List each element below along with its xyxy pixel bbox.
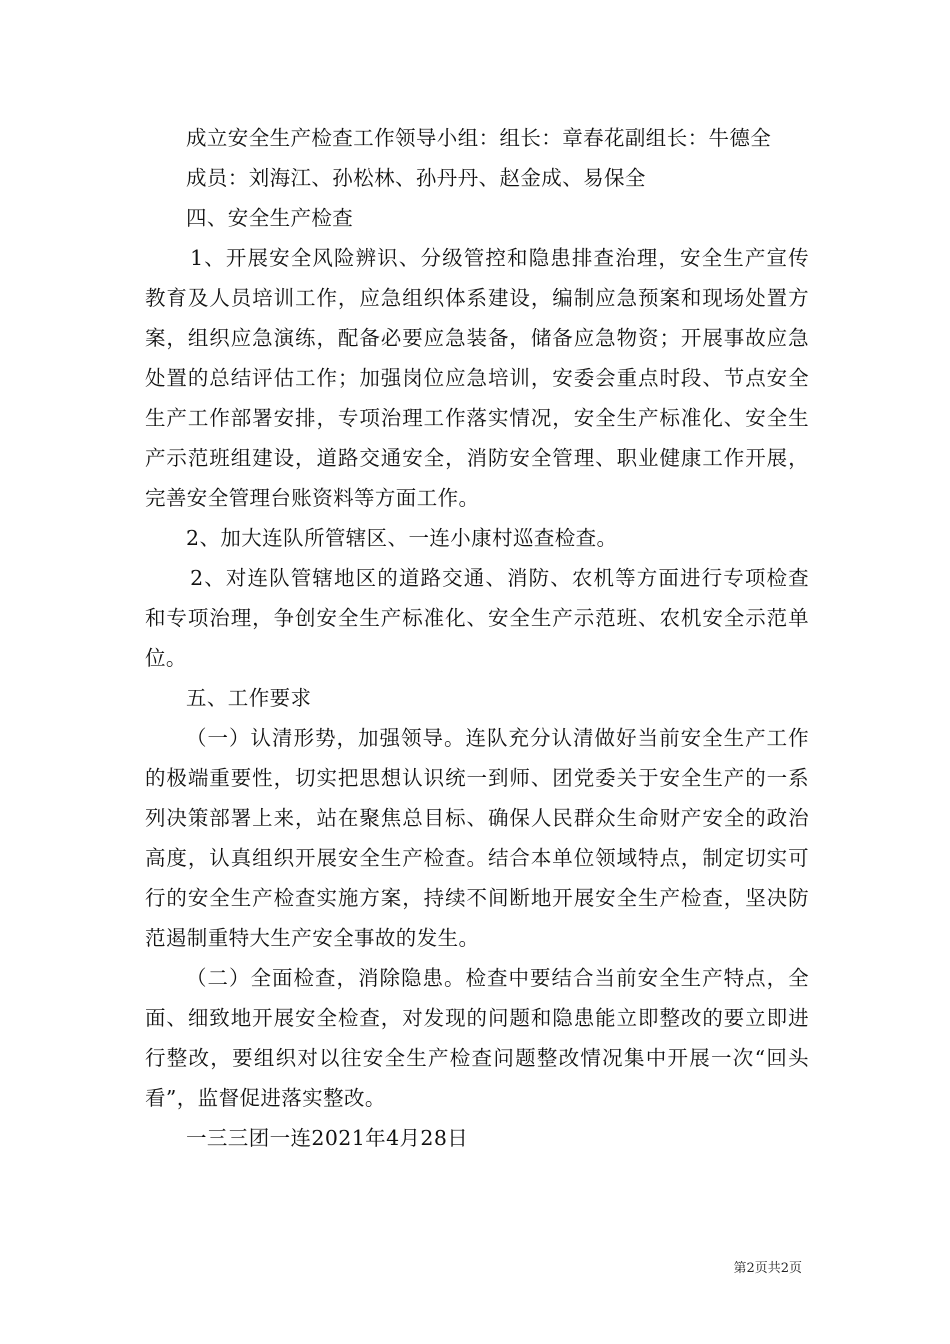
paragraph-requirement-2: （二）全面检查，消除隐患。检查中要结合当前安全生产特点，全面、细致地开展安全检查，对发现的问题和隐患能立即整改的要立即进行整改，要组织对以往安全生产检查问题整改情况集中开展一次“回头看”，监督促进落实整改。	[145, 966, 809, 1110]
document-body	[145, 118, 809, 1158]
heading-section-four: 四、安全生产检查	[186, 206, 354, 230]
paragraph-requirement-1: （一）认清形势，加强领导。连队充分认清做好当前安全生产工作的极端重要性，切实把思想认识统一到师、团党委关于安全生产的一系列决策部署上来，站在聚焦总目标、确保人民群众生命财产安全的政治高度，认真组织开展安全生产检查。结合本单位领域特点，制定切实可行的安全生产检查实施方案，持续不间断地开展安全生产检查，坚决防范遏制重特大生产安全事故的发生。	[145, 726, 809, 950]
paragraph-item-2b: 2、对连队管辖地区的道路交通、消防、农机等方面进行专项检查和专项治理，争创安全生产标准化、安全生产示范班、农机安全示范单位。	[145, 566, 809, 670]
paragraph-members: 成员：刘海江、孙松林、孙丹丹、赵金成、易保全	[186, 166, 646, 190]
paragraph-item-2a: 2、加大连队所管辖区、一连小康村巡查检查。	[186, 526, 618, 550]
paragraph-leadership-group: 成立安全生产检查工作领导小组：组长：章春花副组长：牛德全	[186, 126, 772, 150]
signature-date: 一三三团一连2021年4月28日	[186, 1126, 469, 1150]
heading-section-five: 五、工作要求	[186, 686, 312, 710]
paragraph-item-1: 1、开展安全风险辨识、分级管控和隐患排查治理，安全生产宣传教育及人员培训工作，应急组织体系建设，编制应急预案和现场处置方案，组织应急演练，配备必要应急装备，储备应急物资；开展事故应急处置的总结评估工作；加强岗位应急培训，安委会重点时段、节点安全生产工作部署安排，专项治理工作落实情况，安全生产标准化、安全生产示范班组建设，道路交通安全，消防安全管理、职业健康工作开展，完善安全管理台账资料等方面工作。	[145, 246, 809, 510]
page-number: 第2页共2页	[733, 1261, 802, 1276]
